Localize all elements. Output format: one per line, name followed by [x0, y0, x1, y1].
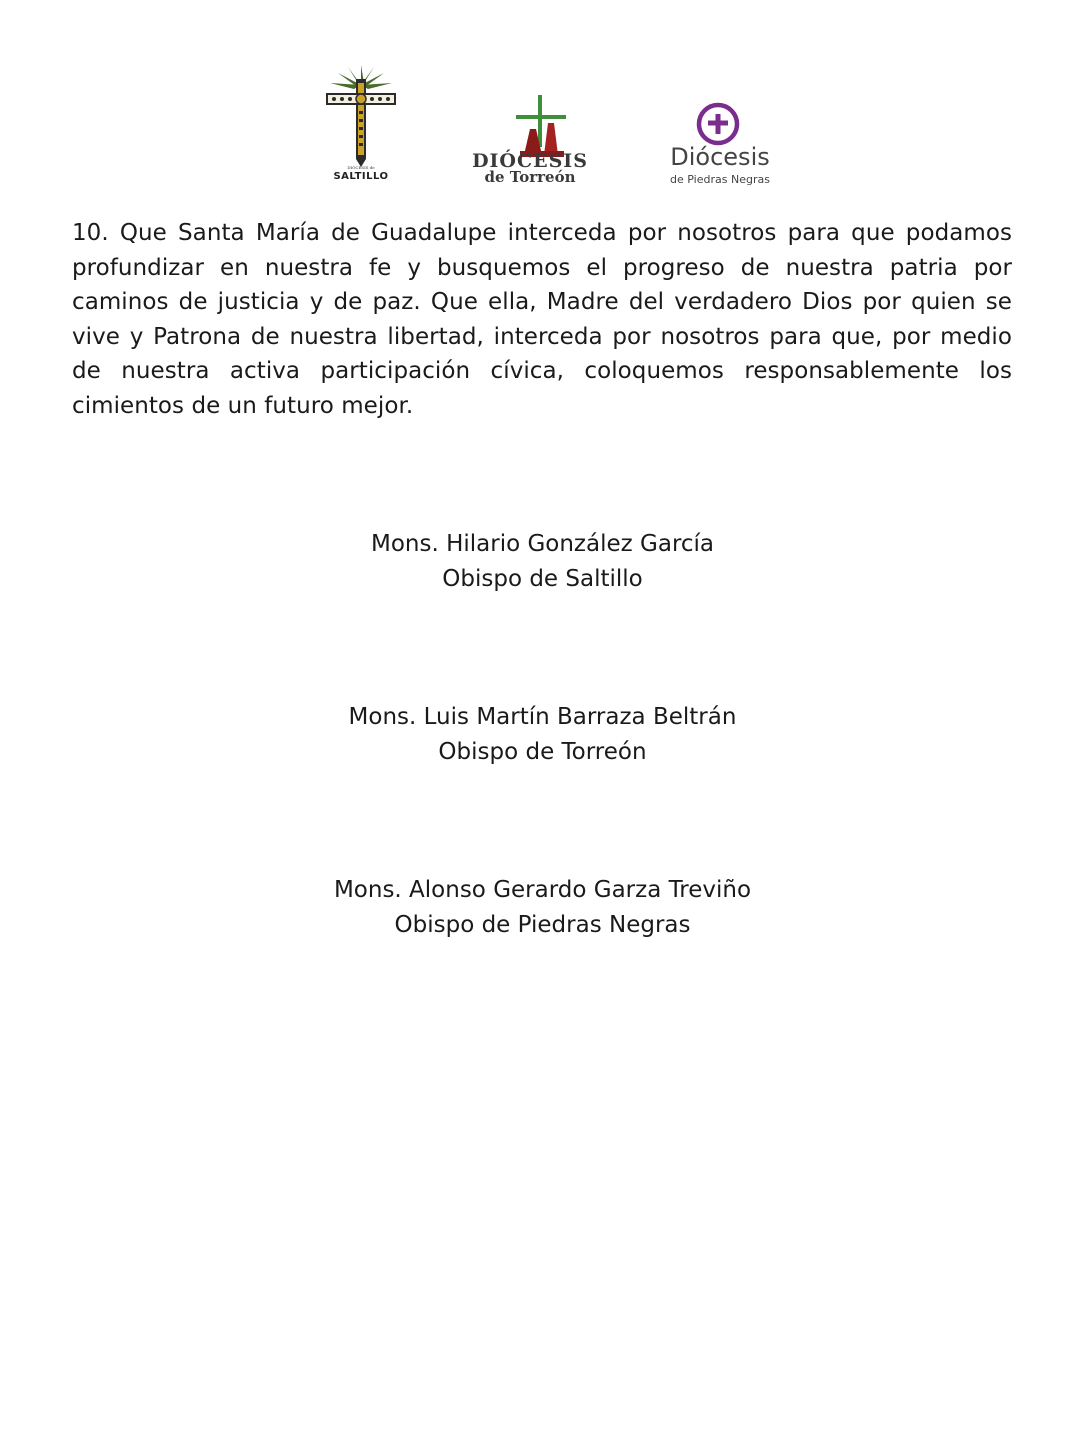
signatory-title: Obispo de Torreón: [438, 739, 647, 765]
signature-block: [0, 873, 1085, 943]
torreon-diocese-logo: [450, 95, 610, 187]
piedras-negras-cross-icon: [660, 100, 780, 146]
signature-block: [0, 700, 1085, 770]
saltillo-diocese-logo: [318, 65, 404, 185]
piedras-negras-logo-line2: de Piedras Negras: [670, 173, 770, 186]
signatory-name: Mons. Luis Martín Barraza Beltrán: [348, 704, 737, 730]
saltillo-logo-small-text: DIÓCESIS de: [347, 165, 375, 170]
diocese-logos-header: [0, 55, 1085, 195]
torreon-logo-line2: de Torreón: [484, 168, 576, 186]
torreon-logo-line1: DIÓCESIS: [472, 150, 588, 172]
closing-paragraph: 10. Que Santa María de Guadalupe interceda por nosotros para que podamos profundizar en nuestra fe y busquemos el progreso de nuestra patria por caminos de justicia y de paz. Que ella, Madre del verdadero Dios por quien se vive y Patrona de nuestra libertad, interceda por nosotros para que, por medio de nuestra activa participación cívica, coloquemos responsablemente los cimientos de un futuro mejor.: [72, 220, 1012, 419]
signatory-title: Obispo de Piedras Negras: [394, 912, 691, 938]
signature-block: [0, 527, 1085, 597]
signatory-name: Mons. Alonso Gerardo Garza Treviño: [333, 877, 752, 903]
piedras-negras-logo-line1: Diócesis: [670, 143, 770, 171]
signatory-name: Mons. Hilario González García: [370, 531, 715, 557]
saltillo-logo-name: SALTILLO: [333, 171, 389, 182]
signatory-title: Obispo de Saltillo: [442, 566, 643, 592]
piedras-negras-diocese-logo: [660, 100, 780, 192]
